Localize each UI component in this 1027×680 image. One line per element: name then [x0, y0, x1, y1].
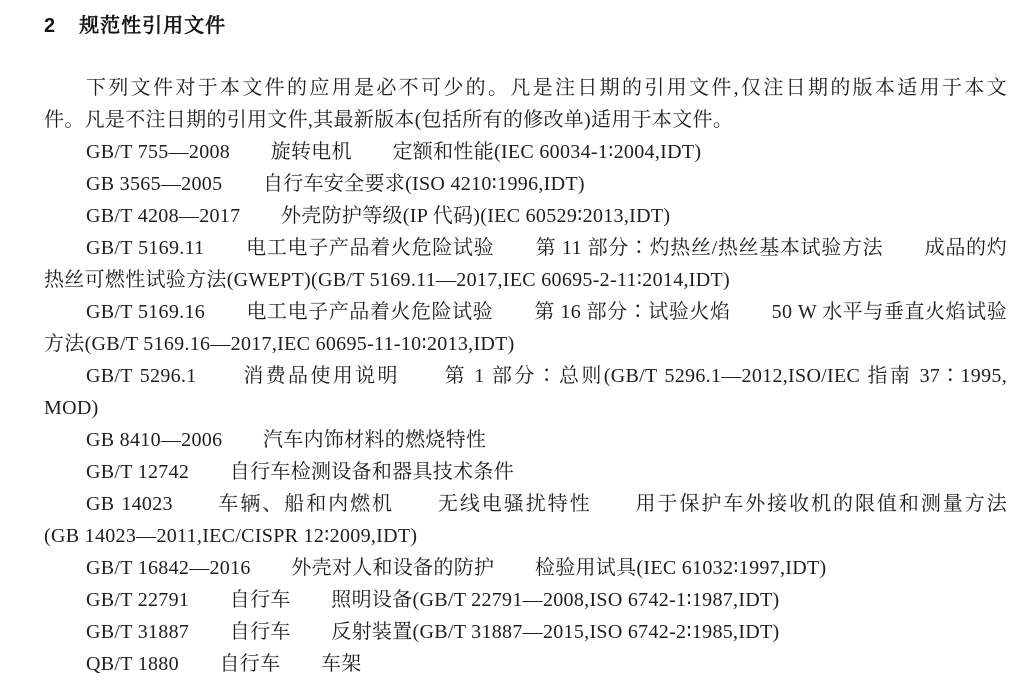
text-line: GB 3565—2005 自行车安全要求(ISO 4210∶1996,IDT) — [86, 173, 585, 195]
text-line: (GB 14023—2011,IEC/CISPR 12∶2009,IDT) — [44, 525, 418, 547]
document-body — [44, 72, 1007, 680]
text-line: GB/T 12742 自行车检测设备和器具技术条件 — [86, 461, 514, 483]
text-line: GB/T 31887 自行车 反射装置(GB/T 31887—2015,ISO 6742-2∶1985,IDT) — [86, 621, 780, 643]
text-line: GB/T 22791 自行车 照明设备(GB/T 22791—2008,ISO 6742-1∶1987,IDT) — [86, 589, 780, 611]
text-line: GB/T 5169.16 电工电子产品着火危险试验 第 16 部分∶试验火焰 50 W 水平与垂直火焰试验 — [86, 301, 1007, 323]
section-heading — [44, 14, 1007, 38]
text-line: GB/T 4208—2017 外壳防护等级(IP 代码)(IEC 60529∶2013,IDT) — [86, 205, 671, 227]
text-line: 件。凡是不注日期的引用文件,其最新版本(包括所有的修改单)适用于本文件。 — [44, 109, 734, 131]
text-line: GB/T 5169.11 电工电子产品着火危险试验 第 11 部分∶灼热丝/热丝基本试验方法 成品的灼 — [86, 237, 1007, 259]
text-line: GB 14023 车辆、船和内燃机 无线电骚扰特性 用于保护车外接收机的限值和测量方法 — [86, 493, 1007, 515]
text-line: 下列文件对于本文件的应用是必不可少的。凡是注日期的引用文件,仅注日期的版本适用于本文 — [86, 77, 1007, 99]
text-line: GB/T 755—2008 旋转电机 定额和性能(IEC 60034-1∶2004,IDT) — [86, 141, 702, 163]
text-line: GB 8410—2006 汽车内饰材料的燃烧特性 — [86, 429, 487, 451]
text-line: 方法(GB/T 5169.16—2017,IEC 60695-11-10∶2013,IDT) — [44, 333, 515, 355]
section-number: 2 — [44, 15, 57, 37]
text-line: MOD) — [44, 397, 99, 419]
text-line: 热丝可燃性试验方法(GWEPT)(GB/T 5169.11—2017,IEC 60695-2-11∶2014,IDT) — [44, 269, 730, 291]
text-line: GB/T 5296.1 消费品使用说明 第 1 部分∶总则(GB/T 5296.1—2012,ISO/IEC 指南 37∶1995, — [86, 365, 1007, 387]
text-line: QB/T 1880 自行车 车架 — [86, 653, 362, 675]
text-line: GB/T 16842—2016 外壳对人和设备的防护 检验用试具(IEC 61032∶1997,IDT) — [86, 557, 827, 579]
section-title: 规范性引用文件 — [79, 15, 227, 37]
